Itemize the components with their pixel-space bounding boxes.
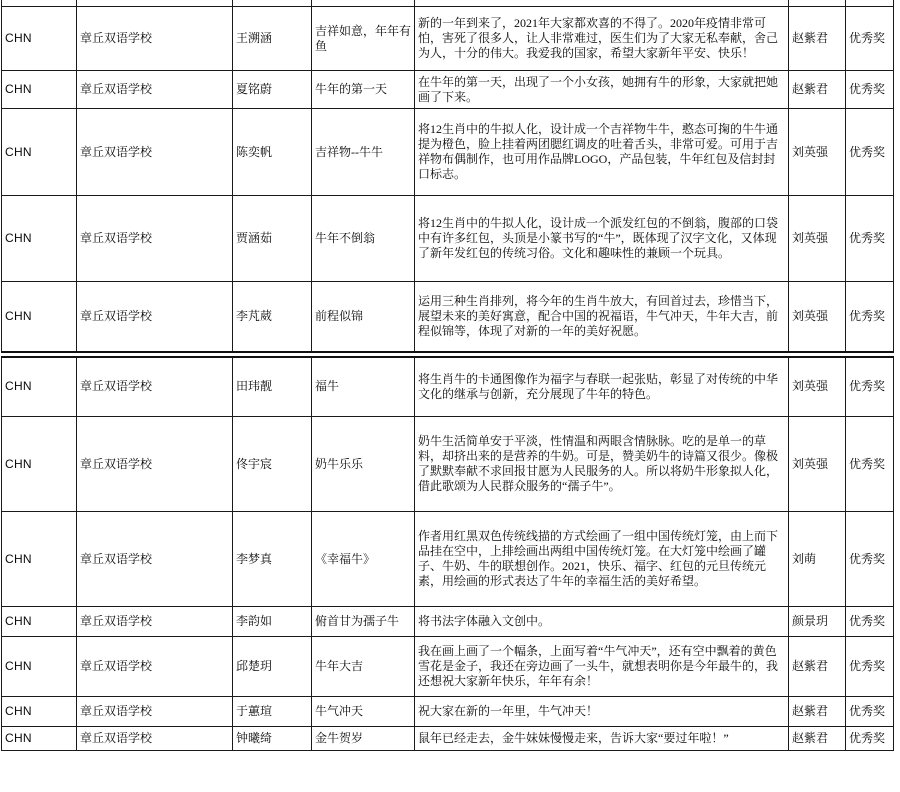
cell-description: 新的一年到来了，2021年大家都欢喜的不得了。2020年疫情非常可怕，害死了很多人，让人非常难过，医生们为了大家无私奉献，舍己为人，十分的伟大。我爱我的国家，希望大家新年平安、快乐！ bbox=[415, 7, 789, 71]
table-row bbox=[2, 196, 894, 282]
cell-country: CHN bbox=[2, 697, 77, 727]
cell-title: 前程似锦 bbox=[312, 282, 415, 352]
cell-school: 章丘双语学校 bbox=[77, 727, 233, 751]
cell-award: 优秀奖 bbox=[846, 71, 894, 109]
cell-teacher: 刘英强 bbox=[789, 357, 846, 417]
cell-school: 章丘双语学校 bbox=[77, 357, 233, 417]
cell-student: 邱楚玥 bbox=[233, 637, 312, 697]
cell-student: 于蕙瑄 bbox=[233, 697, 312, 727]
cell-country: CHN bbox=[2, 71, 77, 109]
awards-table-section-1 bbox=[1, 0, 894, 353]
cell-title: 牛气冲天 bbox=[312, 697, 415, 727]
cell-award: 优秀奖 bbox=[846, 7, 894, 71]
cell-title: 吉祥如意，年年有鱼 bbox=[312, 7, 415, 71]
cell-country: CHN bbox=[2, 727, 77, 751]
cell-teacher: 刘英强 bbox=[789, 109, 846, 196]
cell-country: CHN bbox=[2, 357, 77, 417]
cell-student: 陈奕帆 bbox=[233, 109, 312, 196]
cell-award: 优秀奖 bbox=[846, 697, 894, 727]
cell-title: 《幸福牛》 bbox=[312, 512, 415, 607]
awards-table-body-1 bbox=[2, 0, 894, 352]
cell-award: 优秀奖 bbox=[846, 109, 894, 196]
cell-description: 奶牛生活简单安于平淡，性情温和两眼含情脉脉。吃的是单一的草料，却挤出来的是营养的牛奶。可是，赞美奶牛的诗篇又很少。像极了默默奉献不求回报甘愿为人民服务的人。所以将奶牛形象拟人化，借此歌颂为人民群众服务的“孺子牛”。 bbox=[415, 417, 789, 512]
cell-award: 优秀奖 bbox=[846, 282, 894, 352]
cell-school: 章丘双语学校 bbox=[77, 71, 233, 109]
cell-teacher: 刘英强 bbox=[789, 417, 846, 512]
cell-school: 章丘双语学校 bbox=[77, 282, 233, 352]
table-row bbox=[2, 7, 894, 71]
table-row bbox=[2, 109, 894, 196]
cell-student: 钟曦绮 bbox=[233, 727, 312, 751]
cell-teacher: 刘英强 bbox=[789, 196, 846, 282]
table-row bbox=[2, 607, 894, 637]
cell-country: CHN bbox=[2, 417, 77, 512]
cell-school: 章丘双语学校 bbox=[77, 637, 233, 697]
cell-title: 奶牛乐乐 bbox=[312, 417, 415, 512]
cell-title: 福牛 bbox=[312, 357, 415, 417]
cell-title: 牛年的第一天 bbox=[312, 71, 415, 109]
cell-title: 牛年大吉 bbox=[312, 637, 415, 697]
cell-teacher: 刘萌 bbox=[789, 512, 846, 607]
cell-title: 俯首甘为孺子牛 bbox=[312, 607, 415, 637]
cell-teacher: 赵紫君 bbox=[789, 697, 846, 727]
cell-award: 优秀奖 bbox=[846, 417, 894, 512]
cell-description: 将12生肖中的牛拟人化，设计成一个派发红包的不倒翁，腹部的口袋中有许多红包，头顶是小篆书写的“牛”，既体现了汉字文化，又体现了新年发红包的传统习俗。文化和趣味性的兼顾一个玩具。 bbox=[415, 196, 789, 282]
cell-title: 金牛贺岁 bbox=[312, 727, 415, 751]
cell-country: CHN bbox=[2, 7, 77, 71]
cell-country: CHN bbox=[2, 637, 77, 697]
cell-award: 优秀奖 bbox=[846, 637, 894, 697]
table-row bbox=[2, 637, 894, 697]
awards-table-body-2 bbox=[2, 357, 894, 751]
cell-award: 优秀奖 bbox=[846, 357, 894, 417]
cell-description: 运用三种生肖排列，将今年的生肖牛放大，有回首过去，珍惜当下，展望未来的美好寓意，配合中国的祝福语，牛气冲天，牛年大吉，前程似锦等，体现了对新的一年的美好祝愿。 bbox=[415, 282, 789, 352]
cell-school: 章丘双语学校 bbox=[77, 607, 233, 637]
cell-student: 王溯涵 bbox=[233, 7, 312, 71]
cell-description: 在牛年的第一天，出现了一个小女孩，她拥有牛的形象，大家就把她画了下来。 bbox=[415, 71, 789, 109]
table-row bbox=[2, 282, 894, 352]
cell-school: 章丘双语学校 bbox=[77, 7, 233, 71]
cell-award: 优秀奖 bbox=[846, 607, 894, 637]
cell-country: CHN bbox=[2, 282, 77, 352]
cell-student: 佟宇宸 bbox=[233, 417, 312, 512]
cell-description: 将书法字体融入文创中。 bbox=[415, 607, 789, 637]
cell-school: 章丘双语学校 bbox=[77, 109, 233, 196]
cell-title: 牛年不倒翁 bbox=[312, 196, 415, 282]
cell-student: 李韵如 bbox=[233, 607, 312, 637]
cell-school: 章丘双语学校 bbox=[77, 697, 233, 727]
cell-country: CHN bbox=[2, 109, 77, 196]
cell-description: 将生肖牛的卡通图像作为福字与春联一起张贴，彰显了对传统的中华文化的继承与创新，充分展现了牛年的特色。 bbox=[415, 357, 789, 417]
cell-description: 鼠年已经走去，金牛妹妹慢慢走来，告诉大家“要过年啦！” bbox=[415, 727, 789, 751]
cell-title: 吉祥物--牛牛 bbox=[312, 109, 415, 196]
cell-description: 作者用红黑双色传统线描的方式绘画了一组中国传统灯笼，由上而下品挂在空中，上排绘画出两组中国传统灯笼。在大灯笼中绘画了罐子、牛奶、牛的联想创作。2021，快乐、福字、红包的元旦传统元素，用绘画的形式表达了牛年的幸福生活的美好希望。 bbox=[415, 512, 789, 607]
cell-country: CHN bbox=[2, 512, 77, 607]
cell-student: 李芃葳 bbox=[233, 282, 312, 352]
cell-teacher: 赵紫君 bbox=[789, 637, 846, 697]
table-row bbox=[2, 727, 894, 751]
cell-award: 优秀奖 bbox=[846, 727, 894, 751]
awards-table-section-2 bbox=[1, 356, 894, 752]
cell-description: 我在画上画了一个幅条，上面写着“牛气冲天”，还有空中飘着的黄色雪花是金子，我还在旁边画了一头牛，就想表明你是今年最牛的，我还想祝大家新年快乐，年年有余！ bbox=[415, 637, 789, 697]
cell-teacher: 颜景玥 bbox=[789, 607, 846, 637]
cell-school: 章丘双语学校 bbox=[77, 512, 233, 607]
cell-award: 优秀奖 bbox=[846, 196, 894, 282]
table-row bbox=[2, 357, 894, 417]
cell-student: 李梦真 bbox=[233, 512, 312, 607]
cell-description: 祝大家在新的一年里，牛气冲天！ bbox=[415, 697, 789, 727]
cell-teacher: 刘英强 bbox=[789, 282, 846, 352]
cell-school: 章丘双语学校 bbox=[77, 196, 233, 282]
cell-teacher: 赵紫君 bbox=[789, 727, 846, 751]
cell-award: 优秀奖 bbox=[846, 512, 894, 607]
table-row bbox=[2, 417, 894, 512]
cell-school: 章丘双语学校 bbox=[77, 417, 233, 512]
table-row bbox=[2, 71, 894, 109]
cell-student: 贾涵茹 bbox=[233, 196, 312, 282]
cell-country: CHN bbox=[2, 196, 77, 282]
table-row bbox=[2, 512, 894, 607]
cell-teacher: 赵紫君 bbox=[789, 71, 846, 109]
cell-student: 夏铭蔚 bbox=[233, 71, 312, 109]
cell-student: 田玮靓 bbox=[233, 357, 312, 417]
cell-teacher: 赵紫君 bbox=[789, 7, 846, 71]
cell-country: CHN bbox=[2, 607, 77, 637]
table-row bbox=[2, 697, 894, 727]
cell-description: 将12生肖中的牛拟人化，设计成一个吉祥物牛牛，憨态可掬的牛牛通提为橙色，脸上挂着两团腮红调皮的吐着舌头，非常可爱。可用于吉祥物布偶制作，也可用作品牌LOGO，产品包装，牛年红包及信封封口标志。 bbox=[415, 109, 789, 196]
